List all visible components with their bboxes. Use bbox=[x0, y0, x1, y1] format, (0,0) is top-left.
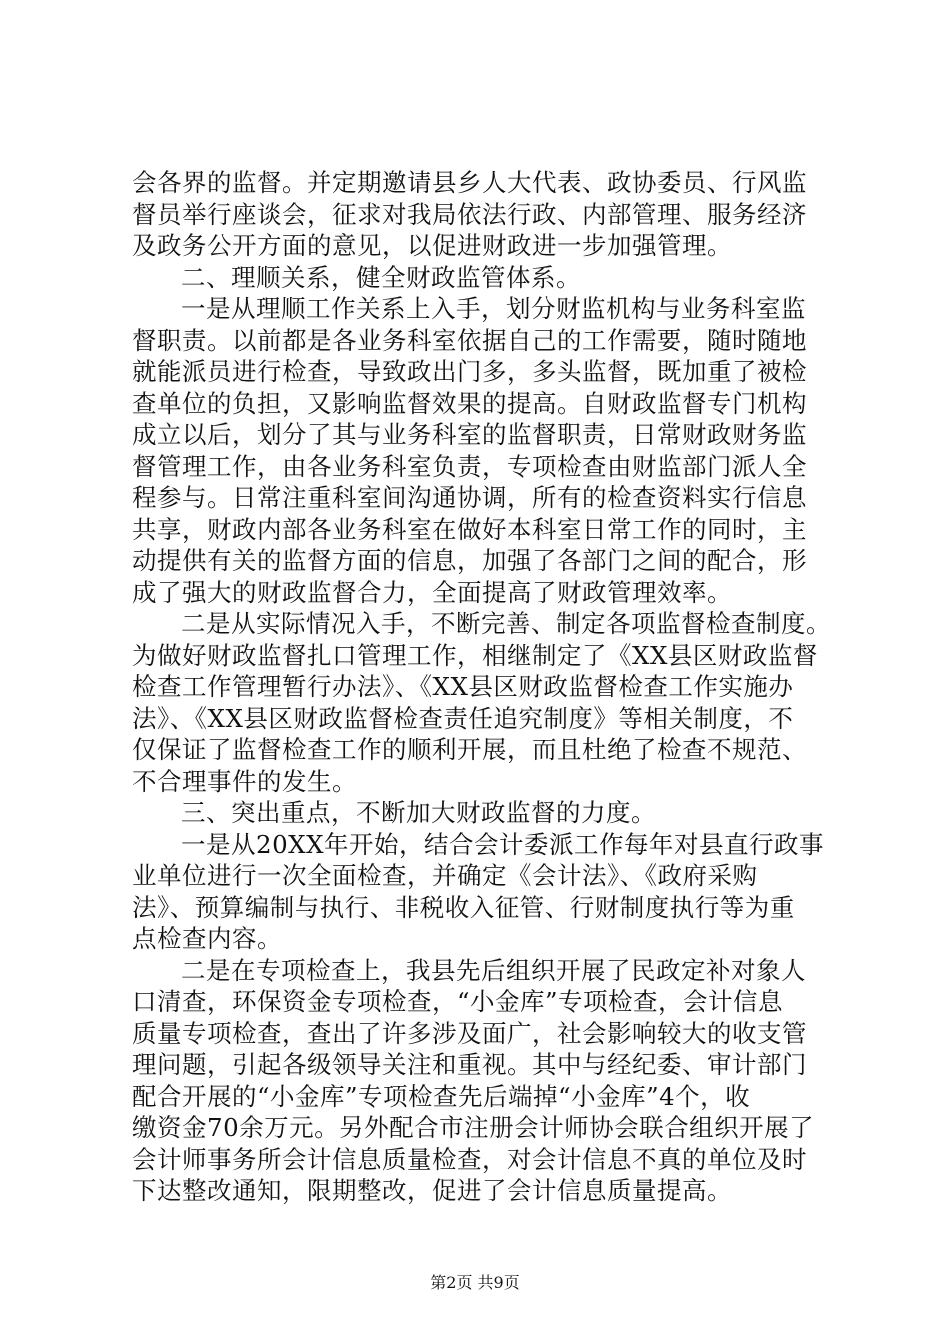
page-number-label: 第2页 共9页 bbox=[430, 1273, 520, 1292]
text-line: 业单位进行一次全面检查，并确定《会计法》、《政府采购 bbox=[132, 861, 758, 890]
text-line: 二是在专项检查上，我县先后组织开展了民政定补对象人 bbox=[181, 955, 806, 985]
text-line: 会计师事务所会计信息质量检查，对会计信息不真的单位及时 bbox=[132, 1144, 807, 1174]
text-line: 成了强大的财政监督合力，全面提高了财政管理效率。 bbox=[132, 577, 732, 607]
text-line: 口清查，环保资金专项检查，“小金库”专项检查，会计信息 bbox=[132, 987, 784, 1016]
text-line: 会各界的监督。并定期邀请县乡人大代表、政协委员、行风监 bbox=[132, 168, 807, 197]
section-heading: 二、理顺关系，健全财政监管体系。 bbox=[181, 262, 581, 292]
text-line: 检查工作管理暂行办法》、《XX县区财政监督检查工作实施办 bbox=[132, 672, 794, 701]
text-line: 一是从理顺工作关系上入手，划分财监机构与业务科室监 bbox=[181, 294, 806, 323]
page-footer bbox=[0, 1270, 950, 1293]
text-line: 仅保证了监督检查工作的顺利开展，而且杜绝了检查不规范、 bbox=[132, 735, 807, 764]
text-line: 法》、预算编制与执行、非税收入征管、行财制度执行等为重 bbox=[132, 892, 795, 922]
text-line: 不合理事件的发生。 bbox=[132, 766, 357, 796]
text-line: 理问题，引起各级领导关注和重视。其中与经纪委、审计部门 bbox=[132, 1050, 807, 1079]
text-line: 为做好财政监督扎口管理工作，相继制定了《XX县区财政监督 bbox=[132, 640, 818, 670]
text-line: 下达整改通知，限期整改，促进了会计信息质量提高。 bbox=[132, 1176, 732, 1205]
text-line: 成立以后，划分了其与业务科室的监督职责，日常财政财务监 bbox=[132, 420, 807, 449]
text-line: 及政务公开方面的意见，以促进财政进一步加强管理。 bbox=[132, 231, 732, 260]
text-line: 配合开展的“小金库”专项检查先后端掉“小金库”4个，收 bbox=[132, 1081, 751, 1111]
text-line: 查单位的负担，又影响监督效果的提高。自财政监督专门机构 bbox=[132, 388, 807, 418]
text-line: 点检查内容。 bbox=[132, 924, 282, 953]
text-line: 就能派员进行检查，导致政出门多，多头监督，既加重了被检 bbox=[132, 357, 807, 386]
document-body bbox=[132, 167, 832, 1207]
text-line: 督员举行座谈会，征求对我局依法行政、内部管理、服务经济 bbox=[132, 199, 807, 229]
text-line: 程参与。日常注重科室间沟通协调，所有的检查资料实行信息 bbox=[132, 483, 807, 512]
text-line: 动提供有关的监督方面的信息，加强了各部门之间的配合，形 bbox=[132, 546, 807, 575]
text-line: 缴资金70余万元。另外配合市注册会计师协会联合组织开展了 bbox=[132, 1113, 815, 1142]
text-line: 督职责。以前都是各业务科室依据自己的工作需要，随时随地 bbox=[132, 325, 807, 355]
text-line: 一是从20XX年开始，结合会计委派工作每年对县直行政事 bbox=[181, 829, 825, 859]
text-line: 二是从实际情况入手，不断完善、制定各项监督检查制度。 bbox=[181, 609, 831, 638]
text-line: 法》、《XX县区财政监督检查责任追究制度》等相关制度，不 bbox=[132, 703, 794, 733]
text-line: 质量专项检查，查出了许多涉及面广，社会影响较大的收支管 bbox=[132, 1018, 807, 1048]
text-line: 督管理工作，由各业务科室负责，专项检查由财监部门派人全 bbox=[132, 451, 807, 481]
text-line: 共享，财政内部各业务科室在做好本科室日常工作的同时，主 bbox=[132, 514, 807, 544]
section-heading: 三、突出重点，不断加大财政监督的力度。 bbox=[181, 798, 656, 827]
